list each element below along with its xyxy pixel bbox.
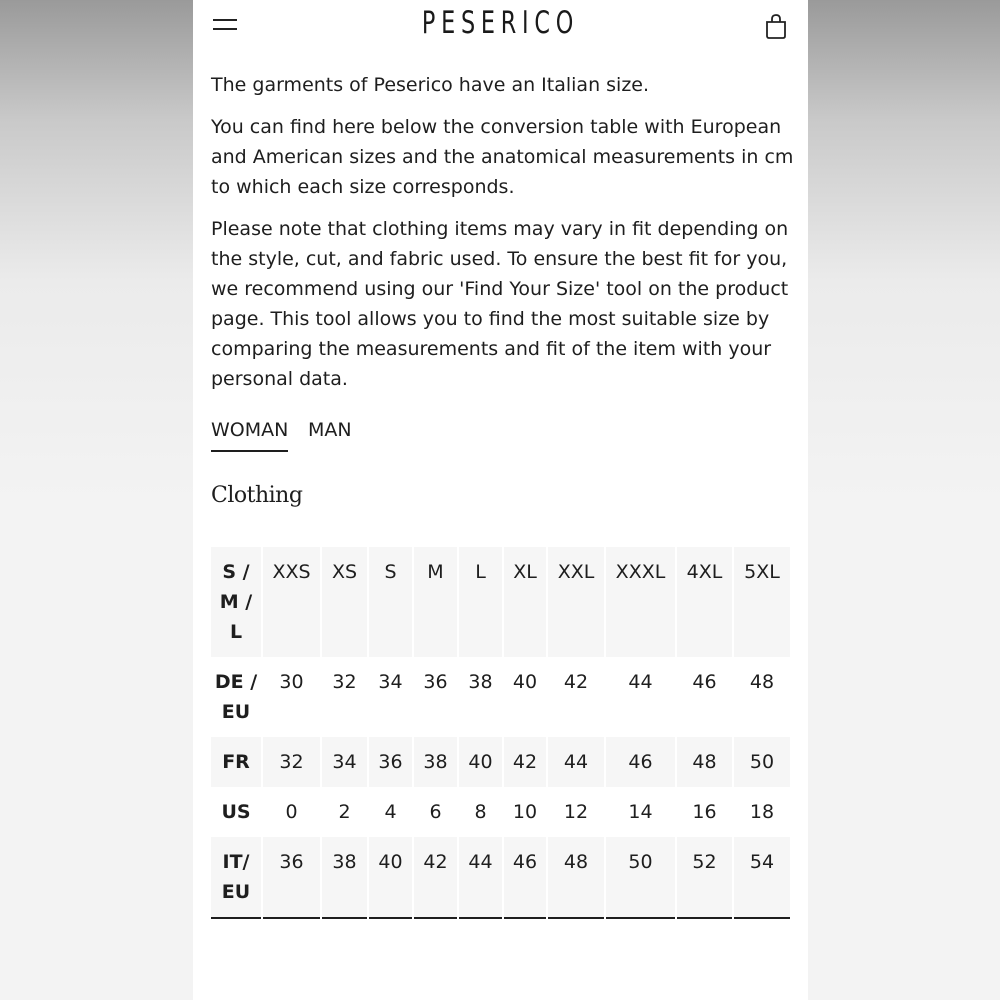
table-cell: 46	[504, 837, 546, 919]
page-container	[193, 0, 808, 1000]
table-cell: 44	[459, 837, 502, 919]
brand-logo[interactable]: PESERICO	[421, 5, 580, 41]
section-title-clothing: Clothing	[211, 483, 303, 508]
row-header: FR	[211, 737, 261, 787]
table-cell: 42	[414, 837, 457, 919]
table-cell: 14	[628, 801, 653, 823]
shopping-bag-icon[interactable]	[764, 13, 788, 39]
table-cell: 40	[512, 671, 538, 693]
table-cell: 6	[429, 801, 442, 823]
row-header: S / M / L	[211, 547, 261, 657]
intro-paragraph-1: The garments of Peserico have an Italian size.	[211, 74, 650, 96]
table-cell: 4XL	[677, 547, 732, 657]
table-cell: 32	[332, 671, 357, 693]
table-cell: 36	[263, 837, 320, 919]
table-cell: 50	[606, 837, 675, 919]
table-row	[211, 737, 790, 787]
table-cell: 48	[677, 737, 732, 787]
tab-woman[interactable]: WOMAN	[211, 415, 288, 452]
table-cell: 34	[378, 671, 403, 693]
table-cell: 4	[384, 801, 397, 823]
intro-paragraph-3: Please note that clothing items may vary in fit depending on the style, cut, and fabric used. To ensure the best fit for you, we recommend using our 'Find Your Size' tool on the product page. This tool allows you to find the most suitable size by comparing the measurements and fit of the item with your personal data.	[211, 218, 789, 390]
table-cell: 38	[322, 837, 367, 919]
table-cell: XXL	[548, 547, 604, 657]
table-cell: 18	[749, 801, 775, 823]
table-cell: 52	[677, 837, 732, 919]
table-cell: 0	[285, 801, 298, 823]
table-cell: 48	[548, 837, 604, 919]
table-cell: 12	[563, 801, 589, 823]
table-cell: 10	[512, 801, 538, 823]
size-conversion-table	[209, 547, 792, 919]
intro-paragraph-2: You can find here below the conversion table with European and American sizes and the anatomical measurements in cm to which each size corresponds.	[211, 116, 794, 198]
row-header: US	[221, 801, 251, 823]
row-header: IT/ EU	[211, 837, 261, 919]
table-cell: 16	[692, 801, 717, 823]
table-cell: 8	[474, 801, 487, 823]
table-cell: 40	[459, 737, 502, 787]
table-cell: 30	[279, 671, 304, 693]
table-cell: 38	[468, 671, 493, 693]
table-cell: 44	[548, 737, 604, 787]
table-cell: 48	[749, 671, 775, 693]
table-cell: 42	[563, 671, 589, 693]
table-cell: 54	[734, 837, 790, 919]
table-cell: 50	[734, 737, 790, 787]
hamburger-menu-icon[interactable]	[213, 19, 237, 31]
table-cell: 2	[338, 801, 351, 823]
table-row	[211, 657, 790, 737]
table-cell: 32	[263, 737, 320, 787]
table-cell: 38	[414, 737, 457, 787]
table-cell: 42	[504, 737, 546, 787]
table-cell: 40	[369, 837, 412, 919]
row-header: DE / EU	[214, 671, 258, 723]
intro-text	[211, 70, 794, 406]
table-cell: 36	[369, 737, 412, 787]
table-cell: 34	[322, 737, 367, 787]
table-row	[211, 547, 790, 657]
table-cell: 36	[423, 671, 448, 693]
site-header	[193, 0, 808, 52]
table-cell: XL	[504, 547, 546, 657]
table-row	[211, 837, 790, 919]
table-cell: S	[369, 547, 412, 657]
table-cell: M	[414, 547, 457, 657]
table-cell: 5XL	[734, 547, 790, 657]
table-cell: XXXL	[606, 547, 675, 657]
table-cell: XS	[322, 547, 367, 657]
tab-man[interactable]: MAN	[308, 419, 352, 441]
table-cell: 46	[606, 737, 675, 787]
table-cell: 46	[692, 671, 717, 693]
table-row	[211, 787, 790, 837]
table-cell: L	[459, 547, 502, 657]
table-cell: 44	[628, 671, 653, 693]
table-cell: XXS	[263, 547, 320, 657]
